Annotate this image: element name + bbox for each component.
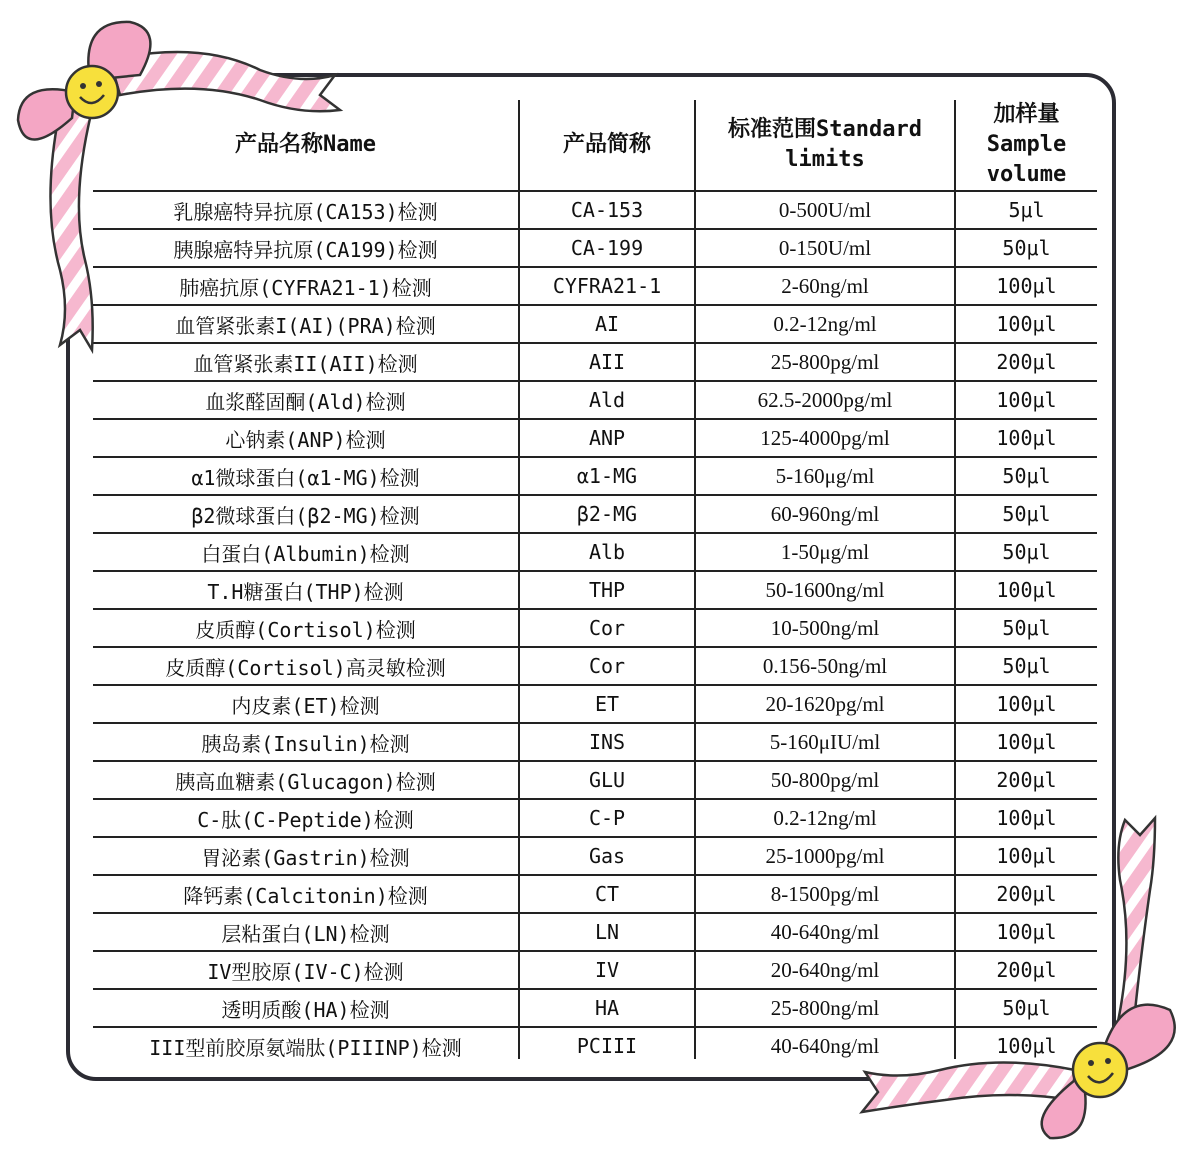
cell-volume: 100μl (955, 685, 1097, 723)
cell-name: 降钙素(Calcitonin)检测 (93, 875, 519, 913)
cell-name: β2微球蛋白(β2-MG)检测 (93, 495, 519, 533)
cell-abbr: Ald (519, 381, 695, 419)
cell-volume: 100μl (955, 837, 1097, 875)
cell-abbr: CT (519, 875, 695, 913)
cell-volume: 200μl (955, 875, 1097, 913)
cell-range: 0.2-12ng/ml (695, 305, 955, 343)
cell-name: 胃泌素(Gastrin)检测 (93, 837, 519, 875)
cell-name: 胰岛素(Insulin)检测 (93, 723, 519, 761)
table-row (93, 457, 1097, 495)
cell-abbr: AII (519, 343, 695, 381)
cell-range: 0.156-50ng/ml (695, 647, 955, 685)
table-row (93, 533, 1097, 571)
header-volume (955, 100, 1097, 191)
cell-volume: 50μl (955, 609, 1097, 647)
cell-volume: 50μl (955, 229, 1097, 267)
cell-volume: 100μl (955, 799, 1097, 837)
cell-abbr: α1-MG (519, 457, 695, 495)
smiley-icon (1073, 1043, 1127, 1097)
cell-name: 血管紧张素II(AII)检测 (93, 343, 519, 381)
cell-name: T.H糖蛋白(THP)检测 (93, 571, 519, 609)
cell-volume: 100μl (955, 571, 1097, 609)
cell-abbr: ANP (519, 419, 695, 457)
cell-name: 肺癌抗原(CYFRA21-1)检测 (93, 267, 519, 305)
cell-range: 20-640ng/ml (695, 951, 955, 989)
cell-volume: 100μl (955, 381, 1097, 419)
header-volume-line3: volume (986, 162, 1067, 187)
cell-range: 125-4000pg/ml (695, 419, 955, 457)
cell-volume: 50μl (955, 533, 1097, 571)
table-row (93, 647, 1097, 685)
cell-name: 皮质醇(Cortisol)检测 (93, 609, 519, 647)
cell-abbr: CA-153 (519, 191, 695, 229)
cell-name: III型前胶原氨端肽(PIIINP)检测 (93, 1027, 519, 1059)
table-row (93, 685, 1097, 723)
cell-range: 5-160μIU/ml (695, 723, 955, 761)
table-row (93, 761, 1097, 799)
cell-abbr: ET (519, 685, 695, 723)
cell-abbr: CA-199 (519, 229, 695, 267)
cell-name: 胰高血糖素(Glucagon)检测 (93, 761, 519, 799)
cell-volume: 50μl (955, 989, 1097, 1027)
cell-range: 0.2-12ng/ml (695, 799, 955, 837)
cell-range: 50-1600ng/ml (695, 571, 955, 609)
cell-abbr: Cor (519, 647, 695, 685)
cell-volume: 200μl (955, 951, 1097, 989)
cell-abbr: Gas (519, 837, 695, 875)
cell-volume: 50μl (955, 647, 1097, 685)
cell-range: 62.5-2000pg/ml (695, 381, 955, 419)
header-range (695, 100, 955, 191)
cell-range: 25-1000pg/ml (695, 837, 955, 875)
smiley-icon (66, 66, 118, 118)
cell-range: 25-800ng/ml (695, 989, 955, 1027)
cell-abbr: THP (519, 571, 695, 609)
cell-abbr: β2-MG (519, 495, 695, 533)
header-range-line2: limits (785, 147, 865, 172)
cell-range: 40-640ng/ml (695, 1027, 955, 1059)
cell-range: 10-500ng/ml (695, 609, 955, 647)
cell-name: 心钠素(ANP)检测 (93, 419, 519, 457)
cell-volume: 100μl (955, 1027, 1097, 1059)
cell-name: 乳腺癌特异抗原(CA153)检测 (93, 191, 519, 229)
header-name: 产品名称Name (93, 100, 519, 191)
cell-abbr: LN (519, 913, 695, 951)
cell-name: 层粘蛋白(LN)检测 (93, 913, 519, 951)
cell-range: 1-50μg/ml (695, 533, 955, 571)
cell-volume: 100μl (955, 913, 1097, 951)
cell-name: C-肽(C-Peptide)检测 (93, 799, 519, 837)
cell-name: 透明质酸(HA)检测 (93, 989, 519, 1027)
cell-name: 胰腺癌特异抗原(CA199)检测 (93, 229, 519, 267)
cell-range: 2-60ng/ml (695, 267, 955, 305)
cell-name: α1微球蛋白(α1-MG)检测 (93, 457, 519, 495)
table-row (93, 495, 1097, 533)
table-row (93, 571, 1097, 609)
table-row (93, 609, 1097, 647)
cell-abbr: IV (519, 951, 695, 989)
table-row (93, 723, 1097, 761)
cell-range: 0-150U/ml (695, 229, 955, 267)
cell-name: IV型胶原(IV-C)检测 (93, 951, 519, 989)
cell-range: 40-640ng/ml (695, 913, 955, 951)
cell-range: 50-800pg/ml (695, 761, 955, 799)
cell-range: 20-1620pg/ml (695, 685, 955, 723)
cell-name: 皮质醇(Cortisol)高灵敏检测 (93, 647, 519, 685)
cell-abbr: HA (519, 989, 695, 1027)
table-row (93, 381, 1097, 419)
cell-volume: 100μl (955, 305, 1097, 343)
cell-name: 白蛋白(Albumin)检测 (93, 533, 519, 571)
cell-abbr: C-P (519, 799, 695, 837)
cell-abbr: Cor (519, 609, 695, 647)
cell-volume: 200μl (955, 761, 1097, 799)
cell-volume: 100μl (955, 267, 1097, 305)
header-volume-line1: 加样量 (993, 102, 1060, 127)
header-range-line1: 标准范围Standard (728, 117, 922, 142)
cell-abbr: PCIII (519, 1027, 695, 1059)
cell-volume: 200μl (955, 343, 1097, 381)
cell-range: 5-160μg/ml (695, 457, 955, 495)
cell-abbr: Alb (519, 533, 695, 571)
cell-abbr: CYFRA21-1 (519, 267, 695, 305)
cell-name: 血浆醛固酮(Ald)检测 (93, 381, 519, 419)
cell-volume: 5μl (955, 191, 1097, 229)
cell-name: 内皮素(ET)检测 (93, 685, 519, 723)
bow-top-left-icon (0, 0, 360, 360)
cell-range: 0-500U/ml (695, 191, 955, 229)
header-abbr: 产品简称 (519, 100, 695, 191)
header-volume-line2: Sample (986, 132, 1067, 157)
cell-volume: 50μl (955, 457, 1097, 495)
cell-range: 8-1500pg/ml (695, 875, 955, 913)
cell-volume: 50μl (955, 495, 1097, 533)
cell-abbr: INS (519, 723, 695, 761)
cell-volume: 100μl (955, 419, 1097, 457)
cell-range: 25-800pg/ml (695, 343, 955, 381)
cell-abbr: AI (519, 305, 695, 343)
cell-volume: 100μl (955, 723, 1097, 761)
table-row (93, 419, 1097, 457)
cell-abbr: GLU (519, 761, 695, 799)
bow-bottom-right-icon (850, 800, 1190, 1159)
cell-name: 血管紧张素I(AI)(PRA)检测 (93, 305, 519, 343)
cell-range: 60-960ng/ml (695, 495, 955, 533)
